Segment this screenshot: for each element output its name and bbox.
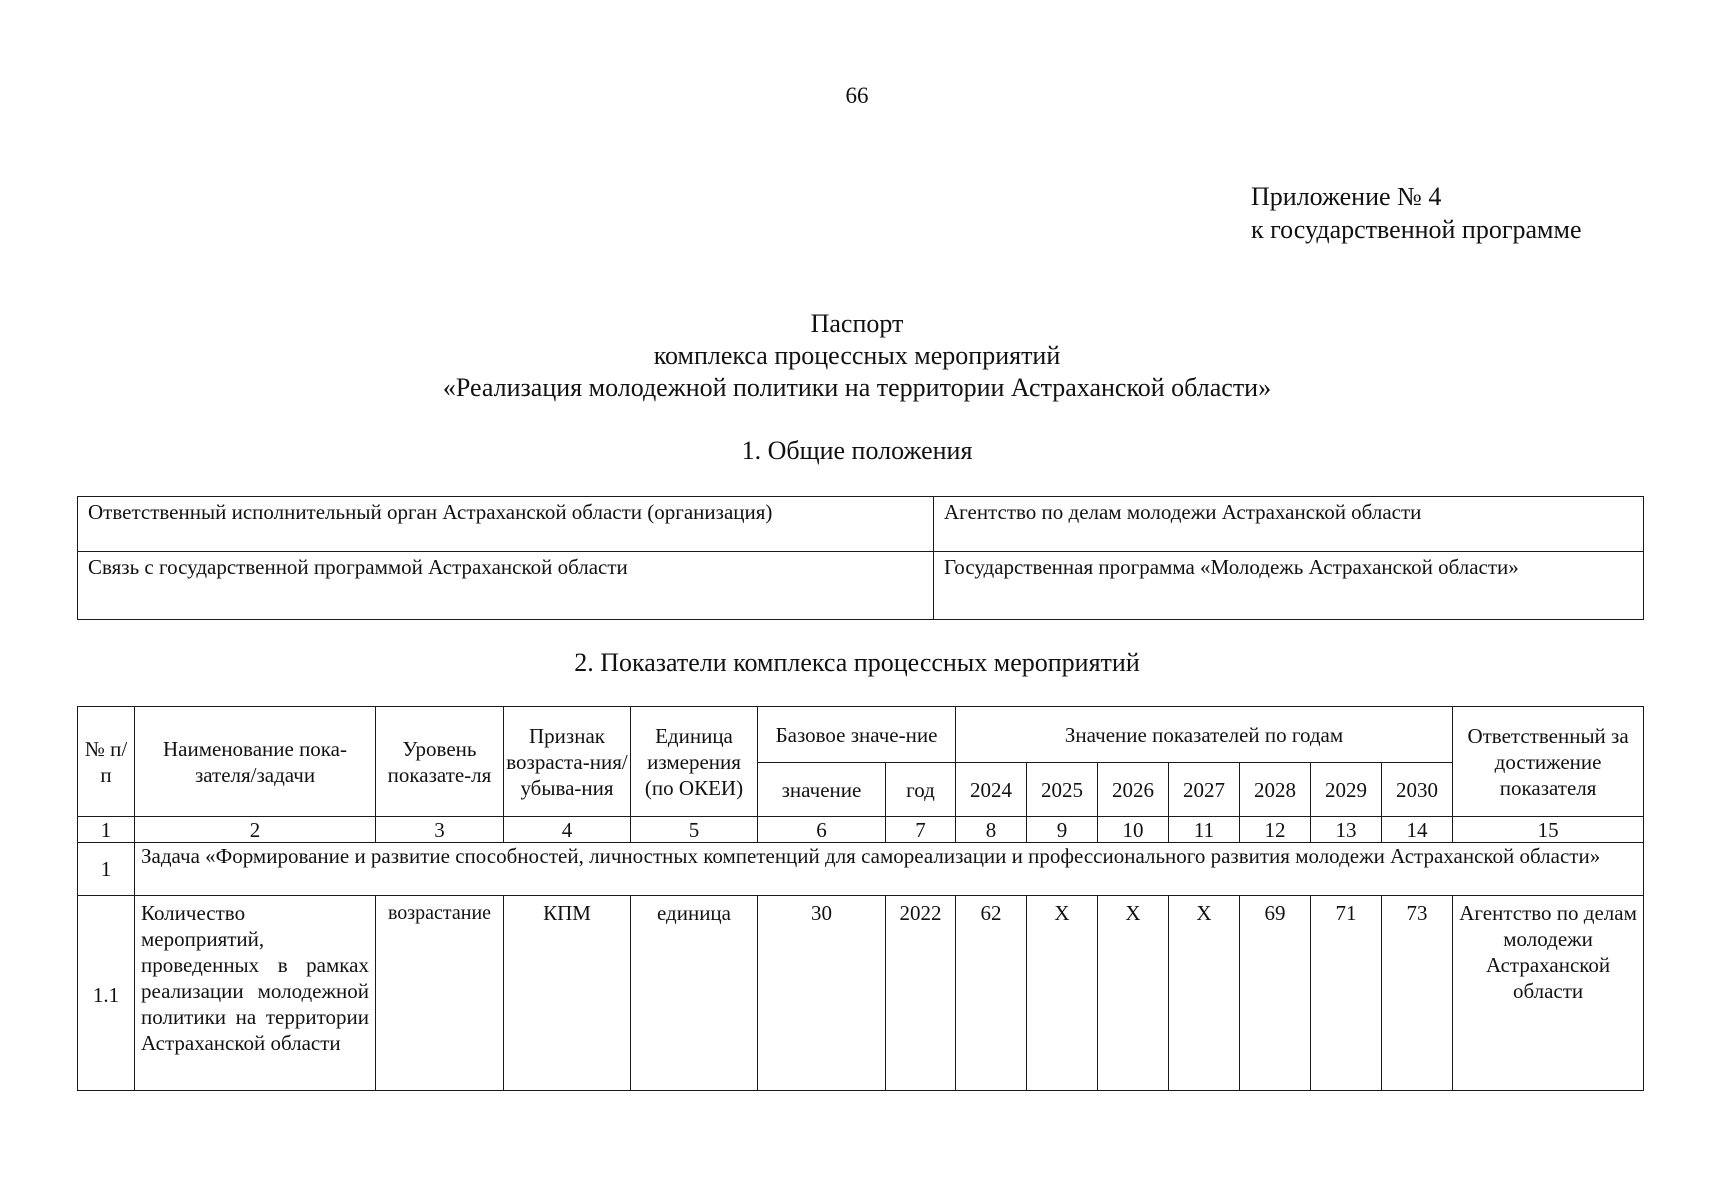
year-value: 62 (956, 896, 1027, 1091)
row-label: Ответственный исполнительный орган Астраханской области (организация) (78, 497, 934, 552)
appendix-line-2: к государственной программе (1251, 215, 1582, 244)
header-year: 2025 (1027, 763, 1098, 817)
header-responsible: Ответственный за достижение показателя (1453, 707, 1644, 817)
header-year: 2030 (1382, 763, 1453, 817)
header-row (78, 707, 1644, 763)
indicator-sign: возрастание (376, 896, 504, 1091)
header-base-value: значение (758, 763, 886, 817)
header-sign: Признак возраста-ния/ убыва-ния (504, 707, 631, 817)
year-value: 73 (1382, 896, 1453, 1091)
column-number: 2 (135, 817, 376, 843)
header-year: 2029 (1311, 763, 1382, 817)
year-value: X (1169, 896, 1240, 1091)
row-value: Агентство по делам молодежи Астраханской области (934, 497, 1644, 552)
task-row (78, 843, 1644, 896)
header-base: Базовое значе-ние (758, 707, 956, 763)
column-number: 9 (1027, 817, 1098, 843)
column-number: 10 (1098, 817, 1169, 843)
header-name: Наименование пока-зателя/задачи (135, 707, 376, 817)
header-year: 2024 (956, 763, 1027, 817)
title-line-2: комплекса процессных мероприятий (653, 341, 1061, 370)
indicator-name: Количество мероприятий, проведенных в рамках реализации молодежной политики на территории Астраханской области (135, 896, 376, 1091)
section-1-heading: 1. Общие положения (741, 436, 973, 465)
section-2-heading: 2. Показатели комплекса процессных мероприятий (574, 648, 1140, 677)
header-year: 2026 (1098, 763, 1169, 817)
column-numbers-row (78, 817, 1644, 843)
task-number: 1 (78, 843, 135, 896)
column-number: 12 (1240, 817, 1311, 843)
table-row (78, 896, 1644, 1091)
row-value: Государственная программа «Молодежь Астраханской области» (934, 552, 1644, 620)
column-number: 3 (376, 817, 504, 843)
header-base-year: год (886, 763, 956, 817)
column-number: 5 (631, 817, 758, 843)
column-number: 8 (956, 817, 1027, 843)
year-value: 69 (1240, 896, 1311, 1091)
year-value: X (1098, 896, 1169, 1091)
appendix-note (1251, 180, 1582, 246)
row-number: 1.1 (78, 896, 135, 1091)
table-row (78, 497, 1644, 552)
document-title (0, 308, 1714, 404)
indicators-table (77, 706, 1644, 1091)
appendix-line-1: Приложение № 4 (1251, 182, 1442, 211)
header-years-group: Значение показателей по годам (956, 707, 1453, 763)
title-line-3: «Реализация молодежной политики на территории Астраханской области» (442, 373, 1272, 402)
column-number: 4 (504, 817, 631, 843)
base-year: 2022 (886, 896, 956, 1091)
task-text: Задача «Формирование и развитие способностей, личностных компетенций для самореализации и профессионального развития молодежи Астраханской области» (135, 843, 1644, 896)
header-num: № п/п (78, 707, 135, 817)
indicator-level: КПМ (504, 896, 631, 1091)
column-number: 1 (78, 817, 135, 843)
row-label: Связь с государственной программой Астраханской области (78, 552, 934, 620)
page-number: 66 (845, 83, 869, 108)
general-provisions-table (77, 496, 1644, 620)
header-year: 2028 (1240, 763, 1311, 817)
title-line-1: Паспорт (810, 309, 904, 338)
column-number: 7 (886, 817, 956, 843)
column-number: 14 (1382, 817, 1453, 843)
header-year: 2027 (1169, 763, 1240, 817)
year-value: 71 (1311, 896, 1382, 1091)
column-number: 15 (1453, 817, 1644, 843)
column-number: 6 (758, 817, 886, 843)
column-number: 11 (1169, 817, 1240, 843)
column-number: 13 (1311, 817, 1382, 843)
header-level: Уровень показате-ля (376, 707, 504, 817)
base-value: 30 (758, 896, 886, 1091)
responsible: Агентство по делам молодежи Астраханской области (1453, 896, 1644, 1091)
header-unit: Единица измерения (по ОКЕИ) (631, 707, 758, 817)
indicator-unit: единица (631, 896, 758, 1091)
table-row (78, 552, 1644, 620)
year-value: X (1027, 896, 1098, 1091)
